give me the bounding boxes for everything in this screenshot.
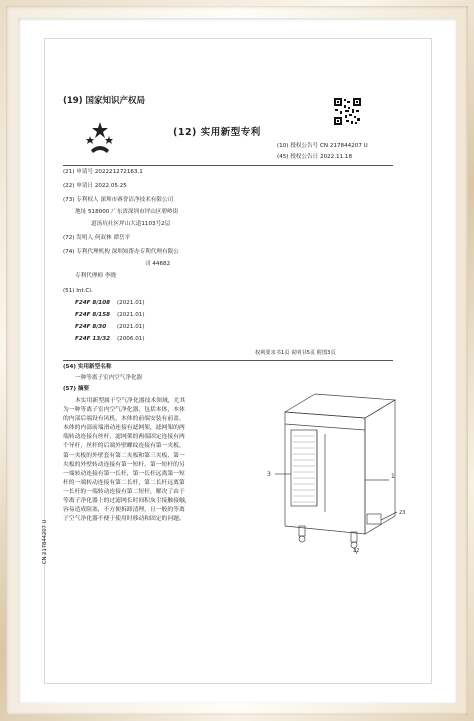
patent-certificate [44,38,432,684]
abstract-line: 一长杆的一端转动连接有第二短杆，解决了由于 [63,488,185,495]
abstract-line: 第一夹板的外壁套有第二夹板和第三夹板，第一 [63,452,185,459]
ipc-code: F24F 8/108 [75,300,110,306]
patent-type: (12) 实用新型专利 [173,127,261,138]
application-date: (22) 申请日 2022.05.25 [63,183,127,189]
ipc-code: F24F 13/32 [75,336,110,342]
ipc-code: F24F 8/30 [75,324,107,330]
abstract-line: 端转动连接有丝杆，滤网架的两端固定连接有两 [63,434,185,441]
title-label: (54) 实用新型名称 [63,364,112,370]
figure-label: 22 [353,548,360,554]
publication-date: (45) 授权公告日 2022.11.18 [277,154,353,160]
patentee: (73) 专利权人 深圳市赛誉洁净技术有限公司 [63,197,174,203]
side-patent-number: CN 217844207 U [42,519,48,564]
section-divider [63,360,393,361]
abstract-label: (57) 摘要 [63,386,90,392]
qr-code-icon [333,97,362,126]
agency-code: 司 44682 [145,261,171,267]
abstract-line: 一端转动连接有第一长杆，第一长杆远离第一短 [63,470,185,477]
abstract-line: 杆的一端转动连接有第二长杆，第二长杆远离第 [63,479,185,486]
abstract-text [63,397,263,524]
page-counts: 权利要求书1页 说明书5页 附图3页 [255,350,336,356]
office-name: (19) 国家知识产权局 [63,96,146,106]
ipc-date: (2021.01) [117,312,145,318]
utility-model-title: 一种等离子室内空气净化器 [75,375,143,381]
figure-label: 23 [399,510,406,516]
address-line-1: 地址 518000 广东省深圳市坪山区碧岭街 [75,209,179,215]
agency: (74) 专利代理机构 深圳知帮办专利代理有限公 [63,249,179,255]
inventors: (72) 发明人 何双林 谭岳平 [63,235,131,241]
abstract-line: 夹板的外壁转动连接有第一短杆，第一短杆的另 [63,461,185,468]
header-divider [63,165,393,166]
ipc-code: F24F 8/158 [75,312,110,318]
publication-number: (10) 授权公告号 CN 217844207 U [277,143,368,149]
address-line-2: 道汤坑社区坪山大道1103号2层 [91,221,171,227]
ipc-date: (2021.01) [117,300,145,306]
patent-agent: 专利代理师 李晓 [75,273,116,279]
ipc-date: (2021.01) [117,324,145,330]
abstract-line: 本实用新型属于空气净化器技术领域，尤其 [75,398,186,404]
abstract-line: 子空气净化器不便于使用时移动和固定的问题。 [63,516,185,523]
figure-label: 1 [391,473,395,480]
abstract-line: 为一种等离子室内空气净化器，包括本体，本体 [63,407,185,414]
cnipa-emblem-icon [85,120,115,156]
abstract-line: 等离子净化器上的过滤网长时间积灰尘接触接触， [63,498,191,505]
air-purifier-drawing [255,384,415,554]
abstract-line: 本体的内部前端滑动连接有滤网架，滤网架的两 [63,425,185,432]
figure-label: 3 [267,471,271,478]
ipc-date: (2006.01) [117,336,145,342]
abstract-line: 的内部后端设有风机，本体的前端安装有前盖， [63,416,185,423]
abstract-line: 个导杆，丝杆的后端外壁螺纹连接有第一夹板， [63,443,185,450]
application-number: (21) 申请号 202221272163.1 [63,169,143,175]
int-cl-label: (51) Int.Cl. [63,288,93,294]
abstract-line: 容易造成阻塞，不方便拆卸清理，且一般的等离 [63,507,185,514]
